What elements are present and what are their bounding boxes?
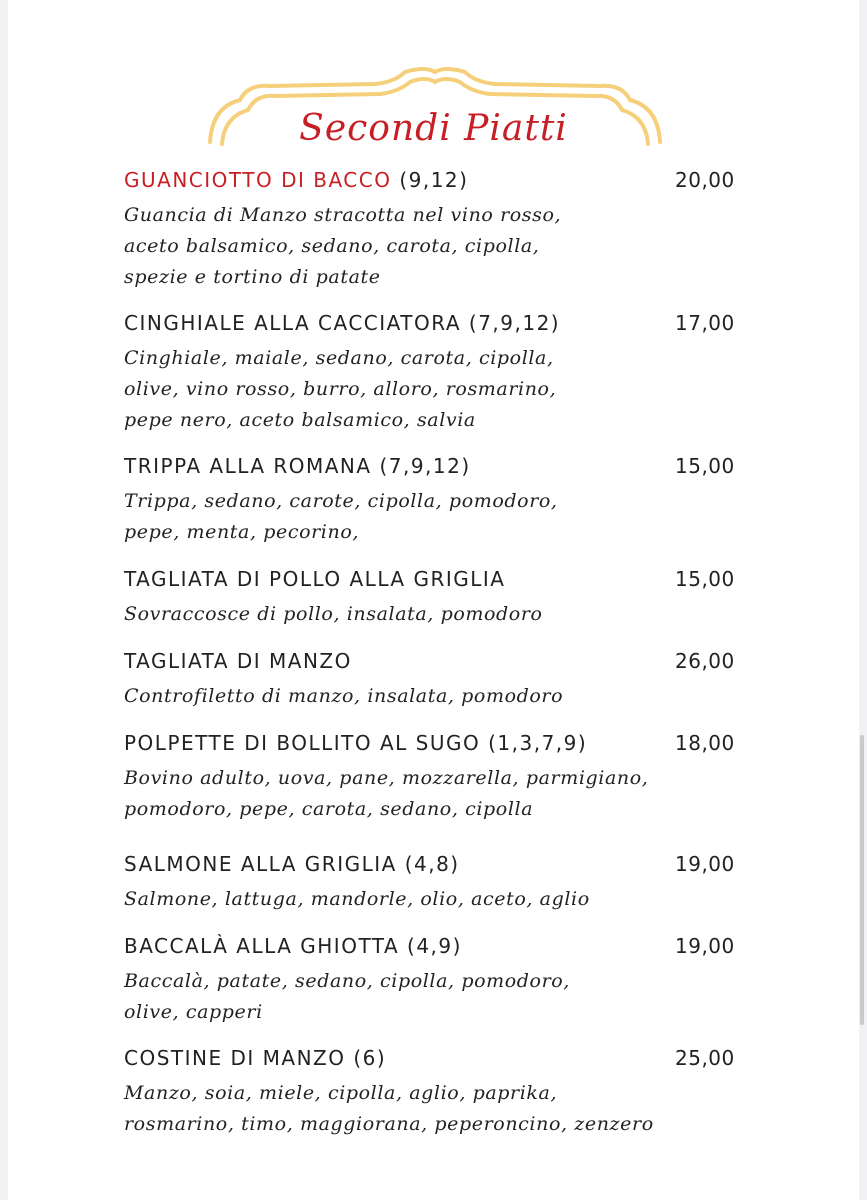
dish-allergens: (7,9,12) [379,454,471,478]
menu-item [124,934,764,1028]
dish-description [124,343,764,436]
dish-title [124,567,505,591]
dish-name: COSTINE DI MANZO [124,1046,346,1070]
dish-price: 19,00 [675,852,735,876]
description-line: Salmone, lattuga, mandorle, olio, aceto, aglio [124,888,590,910]
menu-item [124,567,764,630]
dish-price: 17,00 [675,311,735,335]
description-line: Manzo, soia, miele, cipolla, aglio, paprika, [124,1082,558,1104]
description-line: rosmarino, timo, maggiorana, peperoncino, zenzero [124,1113,654,1135]
menu-item-header [124,852,764,882]
dish-title [124,852,460,876]
menu-item-header [124,454,764,484]
dish-allergens: (4,9) [407,934,462,958]
dish-price: 18,00 [675,731,735,755]
dish-description [124,966,764,1028]
menu-item-header [124,731,764,761]
description-line: pomodoro, pepe, carota, sedano, cipolla [124,798,534,820]
menu-item [124,852,764,915]
description-line: olive, vino rosso, burro, alloro, rosmarino, [124,378,557,400]
menu-item-header [124,567,764,597]
dish-title [124,168,468,192]
dish-allergens: (1,3,7,9) [488,731,588,755]
dish-price: 20,00 [675,168,735,192]
dish-title [124,934,462,958]
menu-item [124,1046,764,1140]
scrollbar[interactable] [860,735,864,1025]
dish-name: POLPETTE DI BOLLITO AL SUGO [124,731,481,755]
dish-allergens: (9,12) [399,168,469,192]
dish-description [124,486,764,548]
dish-price: 15,00 [675,454,735,478]
dish-description [124,200,764,293]
dish-allergens: (6) [353,1046,387,1070]
dish-name: BACCALÀ ALLA GHIOTTA [124,934,400,958]
menu-item [124,731,764,825]
description-line: Cinghiale, maiale, sedano, carota, cipolla, [124,347,554,369]
dish-title [124,649,352,673]
menu-item [124,168,764,293]
dish-name: GUANCIOTTO DI BACCO [124,168,392,192]
dish-title [124,1046,386,1070]
description-line: Sovraccosce di pollo, insalata, pomodoro [124,603,543,625]
dish-price: 26,00 [675,649,735,673]
dish-allergens: (7,9,12) [468,311,561,335]
description-line: Bovino adulto, uova, pane, mozzarella, parmigiano, [124,767,649,789]
dish-description [124,1078,764,1140]
dish-description [124,763,764,825]
menu-item [124,454,764,548]
menu-item [124,311,764,436]
menu-item-header [124,311,764,341]
dish-price: 15,00 [675,567,735,591]
description-line: olive, capperi [124,1001,263,1023]
description-line: Controfiletto di manzo, insalata, pomodoro [124,685,564,707]
dish-name: TAGLIATA DI POLLO ALLA GRIGLIA [124,567,506,591]
dish-title [124,311,560,335]
menu-item-header [124,934,764,964]
menu-item [124,649,764,712]
description-line: Guancia di Manzo stracotta nel vino rosso, [124,204,562,226]
menu-item-header [124,649,764,679]
dish-name: TRIPPA ALLA ROMANA [124,454,372,478]
dish-allergens: (4,8) [404,852,460,876]
description-line: spezie e tortino di patate [124,266,381,288]
dish-name: CINGHIALE ALLA CACCIATORA [124,311,462,335]
dish-price: 25,00 [675,1046,735,1070]
menu-item-header [124,168,764,198]
description-line: pepe, menta, pecorino, [124,521,359,543]
dish-description [124,884,764,915]
dish-name: SALMONE ALLA GRIGLIA [124,852,397,876]
page-title: Secondi Piatti [299,108,568,149]
dish-title [124,454,471,478]
dish-description [124,599,764,630]
menu-item-header [124,1046,764,1076]
dish-title [124,731,587,755]
description-line: Baccalà, patate, sedano, cipolla, pomodoro, [124,970,570,992]
dish-description [124,681,764,712]
description-line: aceto balsamico, sedano, carota, cipolla, [124,235,540,257]
description-line: Trippa, sedano, carote, cipolla, pomodoro, [124,490,558,512]
dish-price: 19,00 [675,934,735,958]
dish-name: TAGLIATA DI MANZO [124,649,352,673]
description-line: pepe nero, aceto balsamico, salvia [124,409,476,431]
